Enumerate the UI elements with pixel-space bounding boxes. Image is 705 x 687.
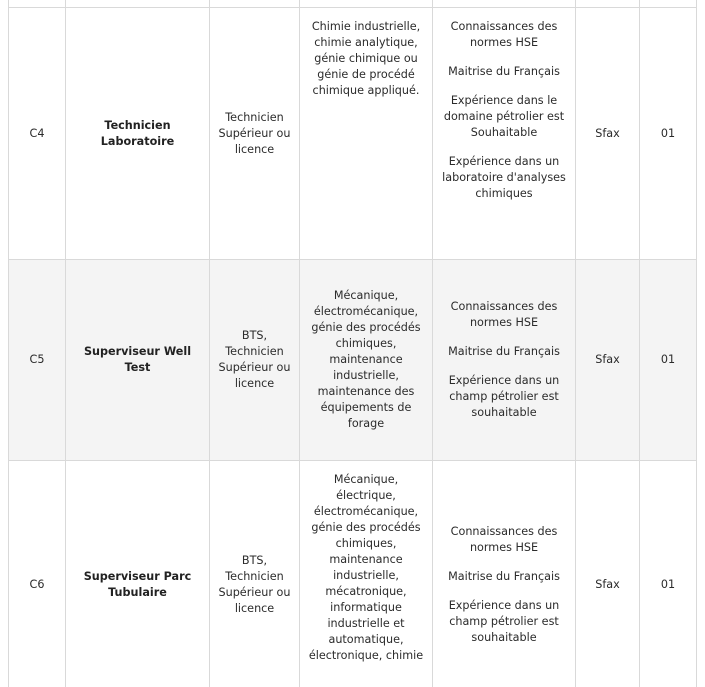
education-level: BTS, Technicien Supérieur ou licence [210, 461, 300, 687]
table-row [9, 260, 697, 461]
table-row [9, 8, 697, 260]
specialty: Mécanique, électromécanique, génie des procédés chimiques, maintenance industrielle, maintenance des équipements de forage [300, 260, 433, 461]
job-code: C4 [9, 8, 66, 260]
education-level: Technicien Supérieur ou licence [210, 8, 300, 260]
job-title: Superviseur Parc Tubulaire [66, 461, 210, 687]
job-offers-table [8, 0, 697, 687]
location: Sfax [576, 8, 640, 260]
location: Sfax [576, 260, 640, 461]
requirement: Expérience dans un champ pétrolier est souhaitable [448, 374, 560, 419]
requirements [433, 260, 576, 461]
position-count: 01 [640, 461, 697, 687]
education-level: BTS, Technicien Supérieur ou licence [210, 260, 300, 461]
job-title: Superviseur Well Test [66, 260, 210, 461]
previous-row-stub [9, 0, 697, 8]
specialty: Chimie industrielle, chimie analytique, génie chimique ou génie de procédé chimique appliqué. [300, 8, 433, 260]
requirement: Expérience dans un laboratoire d'analyses chimiques [442, 155, 566, 200]
job-code: C6 [9, 461, 66, 687]
position-count: 01 [640, 8, 697, 260]
requirement: Maitrise du Français [448, 345, 560, 358]
requirement: Connaissances des normes HSE [450, 300, 558, 329]
table-row [9, 461, 697, 687]
requirement: Expérience dans le domaine pétrolier est Souhaitable [443, 94, 565, 139]
position-count: 01 [640, 260, 697, 461]
location: Sfax [576, 461, 640, 687]
job-code: C5 [9, 260, 66, 461]
requirement: Maitrise du Français [448, 65, 560, 78]
requirements [433, 8, 576, 260]
requirement: Connaissances des normes HSE [450, 524, 558, 554]
job-title: Technicien Laboratoire [66, 8, 210, 260]
requirements [433, 461, 576, 687]
requirement: Expérience dans un champ pétrolier est souhaitable [448, 598, 560, 644]
requirement: Connaissances des normes HSE [450, 20, 558, 49]
specialty: Mécanique, électrique, électromécanique, génie des procédés chimiques, maintenance industrielle, mécatronique, informatique industrielle et automatique, électronique, chimie [300, 461, 433, 687]
requirement: Maitrise du Français [448, 569, 560, 583]
